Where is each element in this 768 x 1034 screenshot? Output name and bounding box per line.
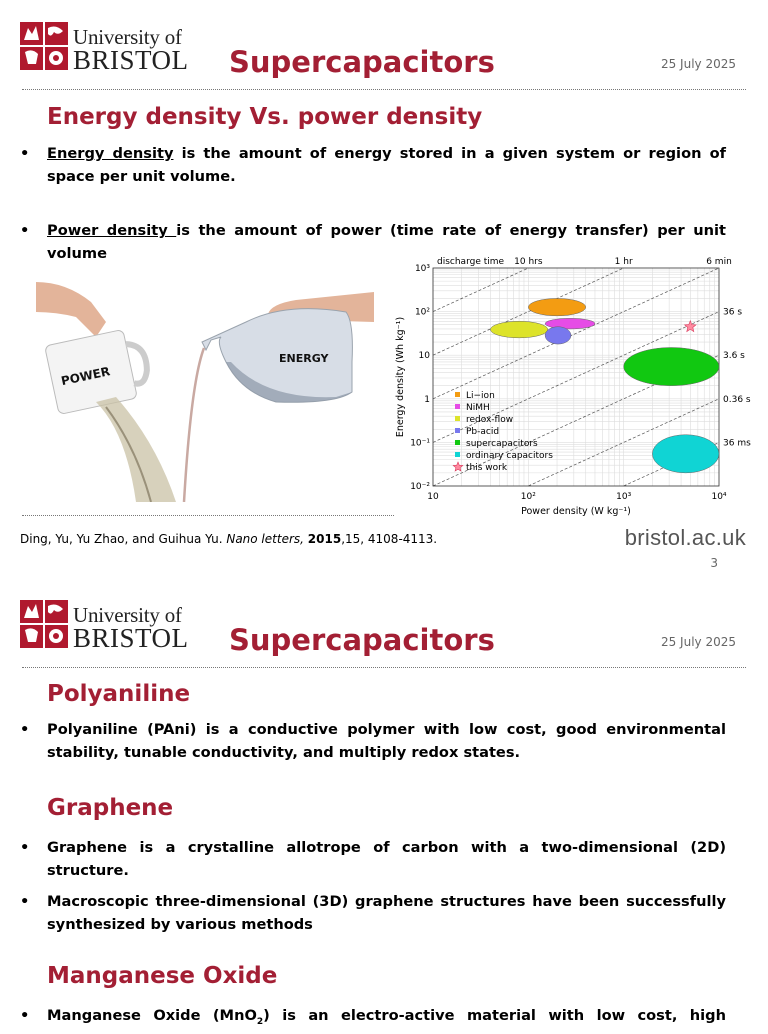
y-tick-label: 10⁻²: [410, 482, 430, 492]
ragone-chart: [395, 256, 768, 518]
y-tick-label: 10³: [414, 264, 430, 274]
legend-swatch: [455, 428, 460, 433]
bullet-text: Graphene is a crystalline allotrope of carbon with a two-dimensional (2D) structure.: [47, 839, 726, 879]
bullet-dot: •: [20, 839, 30, 856]
y-tick-label: 1: [424, 394, 430, 405]
bullet-graphene-2: [20, 890, 726, 936]
site-url: bristol.ac.uk: [624, 525, 746, 550]
citation-volume-pages: ,15, 4108-4113.: [341, 532, 438, 546]
discharge-time-title: discharge time: [437, 257, 505, 267]
x-axis-label: Power density (W kg⁻¹): [521, 506, 631, 517]
legend-label: this work: [466, 463, 508, 473]
mno2-text-post: ) is an electro-active material with low cost, high: [263, 1007, 726, 1024]
series-region-pb-acid: [545, 327, 571, 344]
legend-label: supercapacitors: [466, 439, 538, 449]
mug-label: POWER: [59, 364, 112, 389]
series-region-supercapacitors: [624, 348, 719, 386]
discharge-time-label: 36 s: [723, 307, 743, 318]
y-tick-label: 10⁻¹: [410, 438, 430, 449]
bullet-dot: •: [20, 222, 30, 239]
pouring-illustration: [36, 262, 374, 502]
y-tick-label: 10²: [414, 307, 430, 318]
jug-label: ENERGY: [279, 352, 329, 365]
header-divider: [22, 89, 746, 90]
bullet-dot: •: [20, 721, 30, 738]
discharge-time-label: 10 hrs: [514, 257, 543, 267]
heading-polyaniline: Polyaniline: [47, 681, 191, 707]
legend-label: NiMH: [466, 403, 490, 413]
bullet-polyaniline: [20, 718, 726, 764]
definition-energy-density: is the amount of energy stored in a given system or region of space per unit volume.: [47, 145, 726, 185]
section-heading: Energy density Vs. power density: [47, 104, 483, 130]
citation-year: 2015: [307, 532, 342, 546]
legend-label: ordinary capacitors: [466, 451, 553, 461]
legend-label: Pb-acid: [466, 427, 500, 437]
citation-authors: Ding, Yu, Yu Zhao, and Guihua Yu.: [20, 532, 227, 546]
y-axis-label: Energy density (Wh kg⁻¹): [395, 316, 406, 438]
x-tick-label: 10: [427, 492, 439, 502]
series-region-ordinary-capacitors: [652, 435, 719, 473]
discharge-time-label: 6 min: [706, 257, 732, 267]
header-divider: [22, 667, 746, 668]
bullet-text: Polyaniline (PAni) is a conductive polymer with low cost, good environmental stability, tunable conductivity, and multiply redox states.: [47, 721, 726, 761]
legend-swatch: [455, 440, 460, 445]
logo-text-line2: BRISTOL: [73, 45, 189, 75]
citation-journal: Nano letters,: [226, 532, 304, 546]
heading-graphene: Graphene: [47, 795, 174, 821]
citation: [20, 532, 437, 546]
bullet-text: Macroscopic three-dimensional (3D) graphene structures have been successfully synthesized by various methods: [47, 893, 726, 933]
x-tick-label: 10⁴: [711, 492, 727, 502]
legend-swatch: [455, 452, 460, 457]
bristol-crest-icon: [20, 600, 68, 648]
slide-date: 25 July 2025: [660, 635, 736, 649]
bristol-crest-icon: [20, 22, 68, 70]
legend-swatch: [455, 416, 460, 421]
bullet-dot: •: [20, 145, 30, 162]
term-energy-density: Energy density: [47, 145, 174, 162]
legend-swatch: [453, 462, 463, 471]
slide-title: Supercapacitors: [229, 623, 495, 657]
discharge-time-label: 36 ms: [723, 438, 751, 449]
logo-text-line1: University of: [73, 25, 182, 49]
page-number: 3: [710, 556, 718, 570]
power-energy-illustration: [36, 262, 374, 502]
heading-manganese-oxide: Manganese Oxide: [47, 963, 278, 989]
bullet-graphene-1: [20, 836, 726, 882]
y-tick-label: 10: [418, 351, 430, 362]
bullet-energy-density: [20, 142, 726, 188]
slide-2: [0, 578, 768, 1027]
bullet-dot: •: [20, 1007, 30, 1024]
discharge-time-label: 3.6 s: [723, 351, 745, 362]
discharge-time-label: 1 hr: [614, 257, 633, 267]
series-region-redox-flow: [490, 321, 547, 338]
slide-date: 25 July 2025: [660, 57, 736, 71]
logo-text-line2: BRISTOL: [73, 623, 189, 653]
bullet-dot: •: [20, 893, 30, 910]
discharge-time-label: 0.36 s: [723, 394, 751, 405]
slide-title: Supercapacitors: [229, 45, 495, 79]
mno2-text-pre: Manganese Oxide (MnO: [47, 1007, 257, 1024]
x-tick-label: 10³: [616, 492, 632, 502]
bullet-manganese-oxide: [20, 1004, 726, 1034]
legend-label: Li−ion: [466, 391, 495, 401]
university-logo: [20, 600, 190, 652]
legend-swatch: [455, 404, 460, 409]
definition-power-density: is the amount of power (time rate of energy transfer) per unit volume: [47, 222, 727, 262]
x-tick-label: 10²: [520, 492, 536, 502]
legend-label: redox-flow: [466, 415, 514, 425]
legend-swatch: [455, 392, 460, 397]
logo-text-line1: University of: [73, 603, 182, 627]
series-region-li-ion: [528, 298, 585, 315]
term-power-density: Power density: [47, 222, 177, 239]
citation-divider: [22, 515, 394, 516]
university-logo: [20, 22, 190, 74]
mno2-subscript: 2: [256, 1016, 264, 1027]
